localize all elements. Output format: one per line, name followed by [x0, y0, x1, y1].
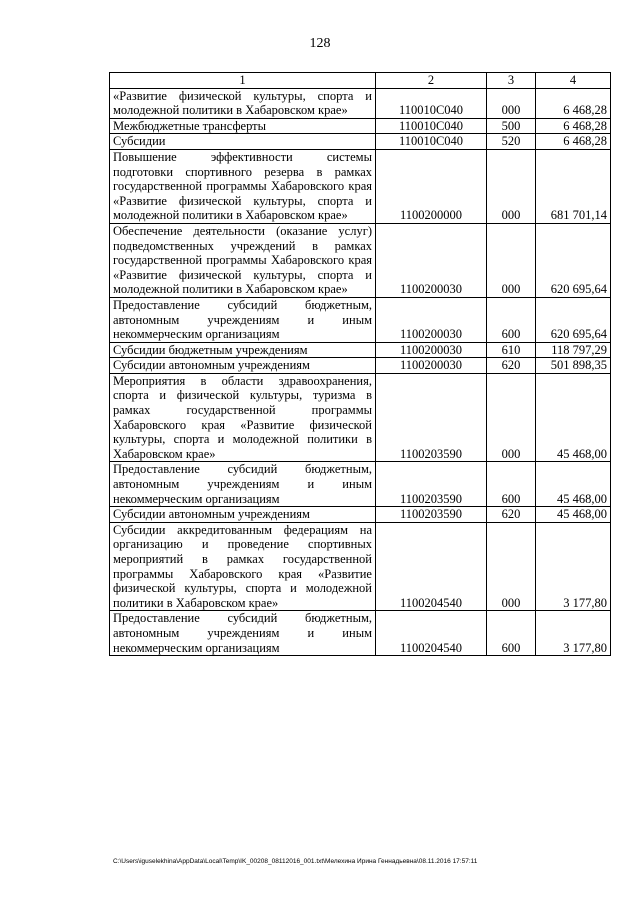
row-amount-cell: 501 898,35	[536, 358, 611, 374]
row-name-cell: Предоставление субсидий бюджетным, автономным учреждениям и иным некоммерческим организациям	[110, 611, 376, 656]
table-row	[110, 297, 611, 342]
row-code-cell: 110010С040	[376, 118, 487, 134]
row-code-cell: 110010С040	[376, 88, 487, 118]
row-type-cell: 600	[487, 611, 536, 656]
table-row	[110, 507, 611, 523]
table-row	[110, 611, 611, 656]
row-type-cell: 000	[487, 522, 536, 611]
row-code-cell: 1100200030	[376, 297, 487, 342]
row-code-cell: 1100204540	[376, 522, 487, 611]
table-row	[110, 522, 611, 611]
row-amount-cell: 3 177,80	[536, 611, 611, 656]
row-code-cell: 1100200030	[376, 358, 487, 374]
row-name-cell: Субсидии	[110, 134, 376, 150]
page-number: 128	[309, 36, 331, 51]
column-header-amount: 4	[536, 73, 611, 89]
row-code-cell: 1100200000	[376, 149, 487, 223]
table-row	[110, 88, 611, 118]
row-type-cell: 000	[487, 149, 536, 223]
row-name-cell: Мероприятия в области здравоохранения, спорта и физической культуры, туризма в рамках государственной программы Хабаровского края «Развитие физической культуры, спорта и молодежной политики в Хабаровском крае»	[110, 373, 376, 462]
row-amount-cell: 118 797,29	[536, 342, 611, 358]
row-amount-cell: 6 468,28	[536, 118, 611, 134]
table-row	[110, 223, 611, 297]
table-header-row	[110, 73, 611, 89]
row-code-cell: 110010С040	[376, 134, 487, 150]
row-amount-cell: 620 695,64	[536, 297, 611, 342]
row-code-cell: 1100200030	[376, 342, 487, 358]
footer-file-path: C:\Users\iguselekhina\AppData\Local\Temp\IK_00208_08112016_001.txt\Мелехина Ирина Геннадьевна\08.11.2016 17:57:11	[113, 858, 478, 865]
row-amount-cell: 620 695,64	[536, 223, 611, 297]
table-row	[110, 149, 611, 223]
row-code-cell: 1100204540	[376, 611, 487, 656]
table-row	[110, 118, 611, 134]
row-amount-cell: 45 468,00	[536, 462, 611, 507]
row-amount-cell: 45 468,00	[536, 373, 611, 462]
column-header-code: 2	[376, 73, 487, 89]
row-code-cell: 1100203590	[376, 373, 487, 462]
row-type-cell: 000	[487, 373, 536, 462]
row-name-cell: Субсидии автономным учреждениям	[110, 358, 376, 374]
row-amount-cell: 6 468,28	[536, 134, 611, 150]
row-type-cell: 620	[487, 358, 536, 374]
row-name-cell: Субсидии автономным учреждениям	[110, 507, 376, 523]
row-name-cell: Предоставление субсидий бюджетным, автономным учреждениям и иным некоммерческим организациям	[110, 462, 376, 507]
row-type-cell: 500	[487, 118, 536, 134]
row-code-cell: 1100203590	[376, 462, 487, 507]
row-amount-cell: 45 468,00	[536, 507, 611, 523]
table-row	[110, 358, 611, 374]
row-name-cell: Субсидии аккредитованным федерациям на организацию и проведение спортивных мероприятий в рамках государственной программы Хабаровского края «Развитие физической культуры, спорта и молодежной политики в Хабаровском крае»	[110, 522, 376, 611]
row-code-cell: 1100203590	[376, 507, 487, 523]
row-amount-cell: 6 468,28	[536, 88, 611, 118]
row-name-cell: Повышение эффективности системы подготовки спортивного резерва в рамках государственной программы Хабаровского края «Развитие физической культуры, спорта и молодежной политики в Хабаровском крае»	[110, 149, 376, 223]
row-type-cell: 610	[487, 342, 536, 358]
table-row	[110, 373, 611, 462]
table-row	[110, 134, 611, 150]
column-header-type: 3	[487, 73, 536, 89]
row-name-cell: Межбюджетные трансферты	[110, 118, 376, 134]
row-type-cell: 600	[487, 297, 536, 342]
row-name-cell: Субсидии бюджетным учреждениям	[110, 342, 376, 358]
row-code-cell: 1100200030	[376, 223, 487, 297]
row-type-cell: 520	[487, 134, 536, 150]
row-type-cell: 000	[487, 223, 536, 297]
table-row	[110, 342, 611, 358]
row-type-cell: 000	[487, 88, 536, 118]
column-header-name: 1	[110, 73, 376, 89]
row-amount-cell: 681 701,14	[536, 149, 611, 223]
row-type-cell: 600	[487, 462, 536, 507]
row-name-cell: Предоставление субсидий бюджетным, автономным учреждениям и иным некоммерческим организациям	[110, 297, 376, 342]
row-name-cell: Обеспечение деятельности (оказание услуг) подведомственных учреждений в рамках государственной программы Хабаровского края «Развитие физической культуры, спорта и молодежной политики в Хабаровском крае»	[110, 223, 376, 297]
row-amount-cell: 3 177,80	[536, 522, 611, 611]
row-type-cell: 620	[487, 507, 536, 523]
budget-table	[109, 72, 611, 656]
row-name-cell: «Развитие физической культуры, спорта и молодежной политики в Хабаровском крае»	[110, 88, 376, 118]
table-row	[110, 462, 611, 507]
